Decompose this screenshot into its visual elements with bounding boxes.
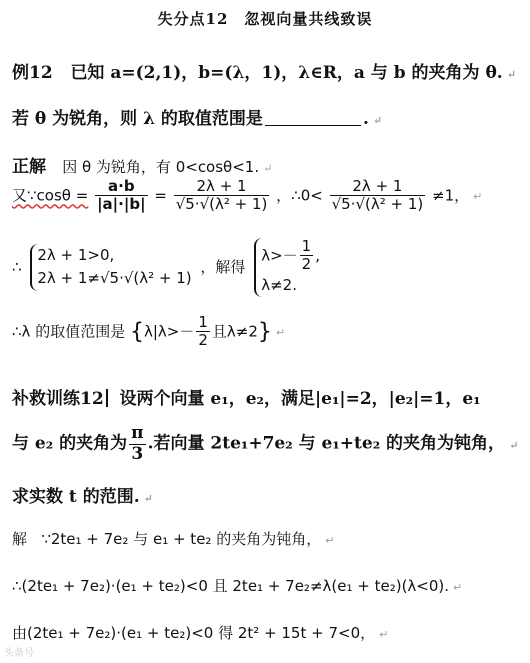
fraction-half-2-denominator: 2 [198,331,208,350]
practice-line-1 [12,384,481,409]
example-line-1 [12,58,516,83]
practice-text-1: 设两个向量 e₁，e₂，满足|e₁|=2，|e₂|=1，e₁ [119,389,481,409]
practice-text-3: 求实数 t 的范围. [12,487,140,507]
solution-range-line [12,314,285,350]
answer-line-2 [12,575,462,596]
solution-text-1: 因 θ 为锐角，有 0<cosθ<1. [62,158,260,176]
return-mark-icon: ↵ [509,438,519,452]
answer-line-1 [12,528,334,549]
fraction-half-2-numerator: 1 [198,313,208,331]
range-intro: ∴λ 的取值范围是 [12,322,126,341]
answer-line-3 [12,622,388,643]
result-system [254,238,320,297]
practice-label: 补救训练12 [12,389,104,409]
result-row-1 [261,238,320,274]
answer-blank [265,111,361,126]
answer-label: 解 [12,530,28,548]
return-mark-icon: ↵ [325,534,335,547]
fraction-ab [95,178,147,214]
fraction-ab-denominator: |a|·|b| [97,195,146,214]
answer-text-1: ∵2te₁ + 7e₂ 与 e₁ + te₂ 的夹角为钝角， [41,530,322,548]
example-text-1: 已知 a=(2,1)，b=(λ，1)，λ∈R，a 与 b 的夹角为 θ. [70,63,503,83]
fraction-cos-denominator: √5·√(λ² + 1) [175,195,268,214]
return-mark-icon: ↵ [372,114,383,127]
fraction-cos-numerator: 2λ + 1 [174,178,270,196]
solution-line-1 [12,152,272,177]
fraction-cos [174,178,270,214]
range-set-left: λ|λ>－ [143,322,195,341]
return-mark-icon: ↵ [263,162,273,175]
practice-text-2: 与 e₂ 的夹角为 [12,433,128,454]
text-cursor [106,389,108,407]
return-mark-icon: ↵ [453,581,463,594]
solve-word: ，解得 [200,257,246,276]
example-text-2: 若 θ 为锐角，则 λ 的取值范围是 [12,109,263,129]
return-mark-icon: ↵ [473,190,483,204]
fraction-half-numerator: 1 [301,237,312,255]
fraction-pi-third [129,424,145,464]
solution-cos-line [12,178,482,214]
set-open-brace: { [129,319,144,345]
return-mark-icon: ↵ [506,68,516,81]
example-line-2 [12,104,382,129]
example-period: . [362,109,369,129]
fraction-half-2 [196,314,210,350]
section-title: 失分点12 忽视向量共线致误 [157,10,373,28]
return-mark-icon: ↵ [379,628,389,641]
fraction-half [300,238,314,274]
fraction-pi-numerator: π [131,423,144,443]
therefore-sign: ∴ [12,257,22,276]
answer-text-2: ∴(2te₁ + 7e₂)·(e₁ + te₂)<0 且 2te₁ + 7e₂≠λ(e₁ + te₂)(λ<0). [12,577,450,595]
fraction-ab-numerator: a·b [95,178,147,196]
not-equal-one: ≠1， [432,186,470,205]
example-label: 例12 [12,63,53,83]
watermark: 头条号 [4,648,34,659]
return-mark-icon: ↵ [275,326,286,340]
solution-label: 正解 [12,157,46,177]
practice-text-2b: .若向量 2te₁+7e₂ 与 e₁+te₂ 的夹角为钝角， [147,433,506,454]
fraction-cos-2-numerator: 2λ + 1 [330,178,426,196]
return-mark-icon: ↵ [143,492,153,505]
system-row-1: 2λ + 1>0, [37,246,115,265]
therefore-zero: ，∴0< [276,186,323,205]
practice-line-2 [12,424,518,464]
fraction-pi-denominator: 3 [131,443,144,464]
fraction-cos-2 [330,178,426,214]
result-row-2: λ≠2. [261,275,297,294]
practice-line-3 [12,482,153,507]
result-row-1-text: λ>－ [261,246,298,265]
range-set-right: 且λ≠2 [211,322,258,341]
fraction-half-denominator: 2 [301,255,312,274]
fraction-cos-2-denominator: √5·√(λ² + 1) [331,195,424,214]
equals-sign: = [154,186,167,205]
solution-system-line [12,238,324,297]
system-row-2: 2λ + 1≠√5·√(λ² + 1) [37,269,192,288]
answer-text-3: 由(2te₁ + 7e₂)·(e₁ + te₂)<0 得 2t² + 15t + 7<0， [12,624,376,642]
cos-intro: 又∵cosθ = [12,186,89,205]
result-row-1-comma: , [315,246,320,265]
inequality-system [30,244,191,291]
set-close-brace: } [257,319,272,345]
